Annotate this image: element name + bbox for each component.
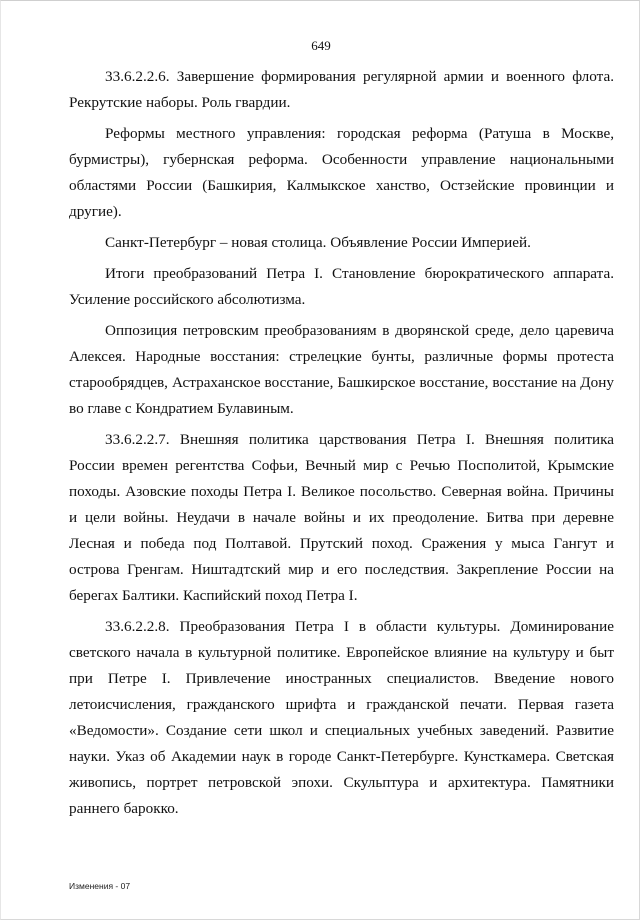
- paragraph-reform-results: Итоги преобразований Петра I. Становление бюрократического аппарата. Усиление российского абсолютизма.: [69, 265, 614, 308]
- footer-revision-note: Изменения - 07: [69, 881, 131, 891]
- paragraph-local-government: Реформы местного управления: городская реформа (Ратуша в Москве, бурмистры), губернская реформа. Особенности управление национальными областями России (Башкирия, Калмыкское ханство, Остзейские провинции и другие).: [69, 125, 614, 220]
- document-body: [69, 64, 614, 827]
- paragraph-opposition: Оппозиция петровским преобразованиям в дворянской среде, дело царевича Алексея. Народные восстания: стрелецкие бунты, различные формы протеста старообрядцев, Астраханское восстание, Башкирское восстание, восстание на Дону во главе с Кондратием Булавиным.: [69, 322, 614, 417]
- paragraph-new-capital: Санкт-Петербург – новая столица. Объявление России Империей.: [105, 234, 531, 251]
- paragraph-foreign-policy: 33.6.2.2.7. Внешняя политика царствования Петра I. Внешняя политика России времен регентства Софьи, Вечный мир с Речью Посполитой, Крымские походы. Азовские походы Петра I. Великое посольство. Северная война. Причины и цели войны. Неудачи в начале войны и их преодоление. Битва при деревне Лесная и победа под Полтавой. Прутский поход. Сражения у мыса Гангут и острова Гренгам. Ништадтский мир и его последствия. Закрепление России на берегах Балтики. Каспийский поход Петра I.: [69, 431, 614, 604]
- page-number: 649: [311, 38, 331, 53]
- paragraph-army-navy: 33.6.2.2.6. Завершение формирования регулярной армии и военного флота. Рекрутские наборы. Роль гвардии.: [69, 68, 614, 111]
- paragraph-culture: 33.6.2.2.8. Преобразования Петра I в области культуры. Доминирование светского начала в культурной политике. Европейское влияние на культуру и быт при Петре I. Привлечение иностранных специалистов. Введение нового летоисчисления, гражданского шрифта и гражданской печати. Первая газета «Ведомости». Создание сети школ и специальных учебных заведений. Развитие науки. Указ об Академии наук в городе Санкт-Петербурге. Кунсткамера. Светская живопись, портрет петровской эпохи. Скульптура и архитектура. Памятники раннего барокко.: [69, 618, 614, 817]
